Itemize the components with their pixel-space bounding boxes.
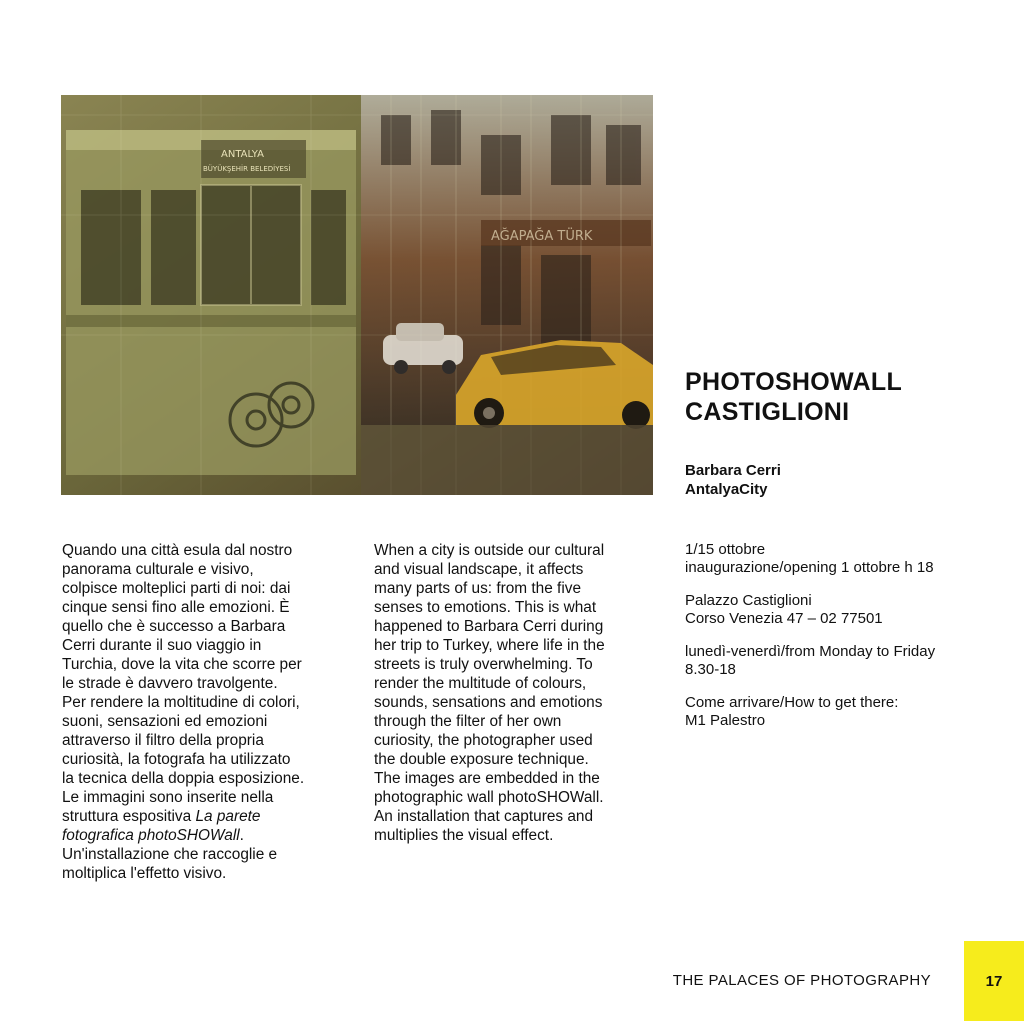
english-text-line: and visual landscape, it affects [374, 561, 584, 578]
english-text-line: The images are embedded in the [374, 770, 600, 787]
exhibition-info [685, 541, 935, 745]
opening: inaugurazione/opening 1 ottobre h 18 [685, 559, 934, 576]
italian-text-line: Turchia, dove la vita che scorre per [62, 656, 302, 673]
english-text-line: An installation that captures and [374, 808, 594, 825]
dates-block [685, 541, 935, 577]
english-text-line: senses to emotions. This is what [374, 599, 597, 616]
english-text-line: sounds, sensations and emotions [374, 694, 603, 711]
page-number-box [964, 941, 1024, 1021]
italian-text-italic: La parete [195, 808, 261, 825]
dates: 1/15 ottobre [685, 541, 766, 558]
italian-text-line: Le immagini sono inserite nella [62, 789, 274, 806]
english-text-line: the double exposure technique. [374, 751, 589, 768]
article-photo [61, 95, 653, 495]
italian-text-line: curiosità, la fotografa ha utilizzato [62, 751, 291, 768]
english-text-line: When a city is outside our cultural [374, 542, 605, 559]
italian-text-line: suoni, sensazioni ed emozioni [62, 713, 268, 730]
directions-label: Come arrivare/How to get there: [685, 694, 899, 711]
title-line-1: PHOTOSHOWALL [685, 368, 903, 396]
italian-text-line [62, 826, 352, 845]
english-text-line: curiosity, the photographer used [374, 732, 593, 749]
italian-text-line: Cerri durante il suo viaggio in [62, 637, 262, 654]
italian-text-segment: . [239, 827, 244, 844]
italian-text-line: colpisce molteplici parti di noi: dai [62, 580, 291, 597]
english-text [374, 541, 664, 845]
italian-text-line: Un'installazione che raccoglie e [62, 846, 278, 863]
english-text-line: photographic wall photoSHOWall. [374, 789, 604, 806]
english-text-line: her trip to Turkey, where life in the [374, 637, 605, 654]
work-title: AntalyaCity [685, 481, 768, 498]
italian-text-segment: struttura espositiva [62, 808, 196, 825]
english-text-line: render the multitude of colours, [374, 675, 587, 692]
english-text-line: happened to Barbara Cerri during [374, 618, 604, 635]
italian-text-line: Per rendere la moltitudine di colori, [62, 694, 300, 711]
directions: M1 Palestro [685, 712, 766, 729]
hours-block [685, 643, 935, 679]
italian-text-line: panorama culturale e visivo, [62, 561, 254, 578]
italian-text-line: le strade è davvero travolgente. [62, 675, 278, 692]
italian-text-line: quello che è successo a Barbara [62, 618, 286, 635]
english-text-line: through the filter of her own [374, 713, 562, 730]
directions-block [685, 694, 935, 730]
italian-text-line: cinque sensi fino alle emozioni. È [62, 599, 290, 616]
italian-text [62, 541, 352, 883]
italian-text-line: la tecnica della doppia esposizione. [62, 770, 305, 787]
exhibition-title [685, 367, 902, 427]
artist-credit [685, 461, 781, 499]
page-number: 17 [985, 973, 1003, 990]
title-line-2: CASTIGLIONI [685, 398, 850, 426]
artist-name: Barbara Cerri [685, 462, 781, 479]
italian-text-line [62, 807, 352, 826]
address: Corso Venezia 47 – 02 77501 [685, 610, 883, 627]
tram-sign-bottom: BÜYÜKŞEHİR BELEDİYESİ [203, 165, 291, 173]
english-text-line: many parts of us: from the five [374, 580, 581, 597]
shop-sign-text: AĞAPAĞA TÜRK [491, 229, 593, 244]
italian-text-line: moltiplica l'effetto visivo. [62, 865, 227, 882]
footer-section-label: THE PALACES OF PHOTOGRAPHY [672, 972, 931, 989]
hours: 8.30-18 [685, 661, 736, 678]
tram-sign-top: ANTALYA [221, 149, 264, 160]
english-text-line: streets is truly overwhelming. To [374, 656, 593, 673]
double-exposure-image [61, 95, 653, 495]
venue-block [685, 592, 935, 628]
italian-text-line: attraverso il filtro della propria [62, 732, 264, 749]
italian-text-italic: fotografica photoSHOWall [62, 827, 240, 844]
venue: Palazzo Castiglioni [685, 592, 812, 609]
english-text-line: multiplies the visual effect. [374, 827, 554, 844]
days: lunedì-venerdì/from Monday to Friday [685, 643, 936, 660]
italian-text-line: Quando una città esula dal nostro [62, 542, 293, 559]
